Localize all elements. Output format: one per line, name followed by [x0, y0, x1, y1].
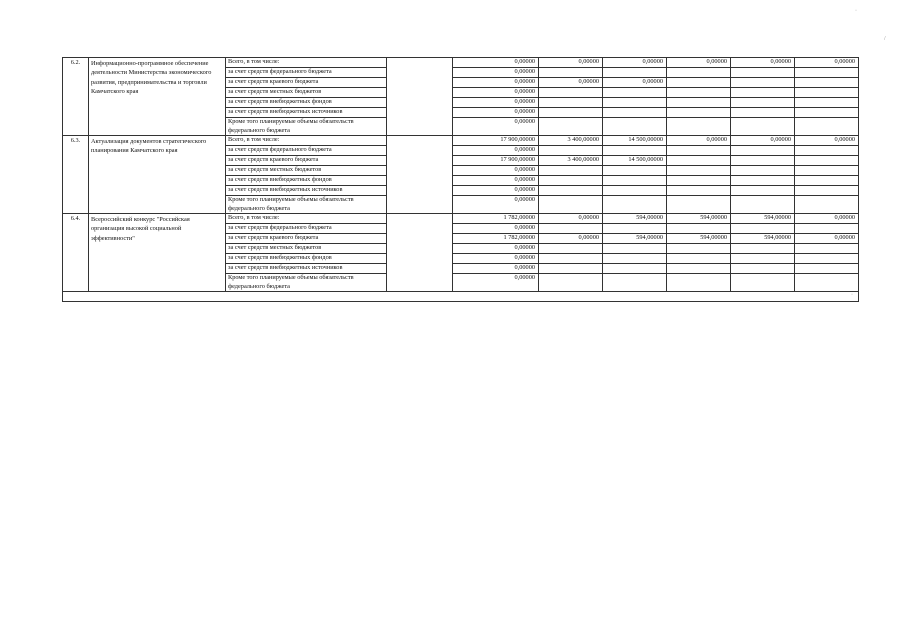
- amount-cell: [539, 176, 603, 186]
- amount-cell: 0,00000: [795, 234, 859, 244]
- funding-source: за счет средств местных бюджетов: [226, 166, 387, 176]
- table-footer-cell: [63, 292, 859, 302]
- amount-cell: [603, 166, 667, 176]
- amount-cell: [603, 274, 667, 292]
- amount-cell: [795, 186, 859, 196]
- amount-cell: 0,00000: [453, 78, 539, 88]
- amount-cell: [667, 264, 731, 274]
- amount-cell: 594,00000: [667, 234, 731, 244]
- amount-cell: [731, 244, 795, 254]
- amount-cell: 0,00000: [539, 78, 603, 88]
- amount-cell: 0,00000: [453, 244, 539, 254]
- amount-cell: [795, 274, 859, 292]
- funding-source: за счет средств внебюджетных источников: [226, 264, 387, 274]
- amount-cell: [539, 146, 603, 156]
- amount-cell: [539, 118, 603, 136]
- amount-cell: [603, 244, 667, 254]
- amount-cell: [731, 176, 795, 186]
- budget-table: [62, 57, 859, 302]
- amount-cell: [667, 78, 731, 88]
- amount-cell: 594,00000: [731, 234, 795, 244]
- amount-cell: 17 900,00000: [453, 136, 539, 146]
- amount-cell: [603, 254, 667, 264]
- amount-cell: 0,00000: [453, 146, 539, 156]
- amount-cell: [795, 176, 859, 186]
- amount-cell: [603, 264, 667, 274]
- funding-source: за счет средств федерального бюджета: [226, 68, 387, 78]
- amount-cell: [731, 274, 795, 292]
- empty-column-cell: [387, 214, 453, 292]
- amount-cell: [539, 196, 603, 214]
- amount-cell: [603, 176, 667, 186]
- amount-cell: [603, 118, 667, 136]
- amount-cell: [795, 118, 859, 136]
- amount-cell: 0,00000: [453, 58, 539, 68]
- amount-cell: 1 782,00000: [453, 234, 539, 244]
- funding-source: Кроме того планируемые объемы обязательств федерального бюджета: [226, 118, 387, 136]
- amount-cell: [795, 224, 859, 234]
- amount-cell: [731, 264, 795, 274]
- amount-cell: 0,00000: [453, 108, 539, 118]
- table-row: [63, 136, 859, 146]
- amount-cell: [603, 224, 667, 234]
- amount-cell: [795, 108, 859, 118]
- amount-cell: 0,00000: [795, 214, 859, 224]
- amount-cell: 0,00000: [453, 88, 539, 98]
- amount-cell: [795, 196, 859, 214]
- amount-cell: [603, 108, 667, 118]
- funding-source: за счет средств федерального бюджета: [226, 224, 387, 234]
- amount-cell: [667, 118, 731, 136]
- amount-cell: 0,00000: [539, 234, 603, 244]
- funding-source: за счет средств местных бюджетов: [226, 244, 387, 254]
- amount-cell: 0,00000: [453, 274, 539, 292]
- amount-cell: 0,00000: [453, 196, 539, 214]
- amount-cell: 0,00000: [453, 118, 539, 136]
- amount-cell: 0,00000: [453, 254, 539, 264]
- amount-cell: 0,00000: [603, 78, 667, 88]
- amount-cell: 594,00000: [731, 214, 795, 224]
- amount-cell: [795, 156, 859, 166]
- scan-mark: ·: [851, 292, 853, 298]
- amount-cell: [667, 196, 731, 214]
- amount-cell: [539, 254, 603, 264]
- amount-cell: [795, 166, 859, 176]
- amount-cell: [731, 118, 795, 136]
- amount-cell: 0,00000: [453, 264, 539, 274]
- amount-cell: [539, 88, 603, 98]
- amount-cell: [731, 186, 795, 196]
- amount-cell: [795, 146, 859, 156]
- funding-source: за счет средств внебюджетных фондов: [226, 254, 387, 264]
- section-number: 6.4.: [63, 214, 89, 292]
- amount-cell: [731, 146, 795, 156]
- amount-cell: [539, 274, 603, 292]
- empty-column-cell: [387, 58, 453, 136]
- table-row: [63, 214, 859, 224]
- amount-cell: 0,00000: [603, 58, 667, 68]
- amount-cell: [667, 156, 731, 166]
- amount-cell: 0,00000: [453, 186, 539, 196]
- amount-cell: [667, 146, 731, 156]
- scan-mark: ·: [855, 8, 857, 14]
- amount-cell: [795, 244, 859, 254]
- amount-cell: 0,00000: [795, 136, 859, 146]
- amount-cell: [667, 224, 731, 234]
- funding-source: за счет средств федерального бюджета: [226, 146, 387, 156]
- amount-cell: 1 782,00000: [453, 214, 539, 224]
- amount-cell: 3 400,00000: [539, 156, 603, 166]
- amount-cell: 0,00000: [453, 68, 539, 78]
- amount-cell: [667, 274, 731, 292]
- amount-cell: [795, 254, 859, 264]
- amount-cell: [603, 196, 667, 214]
- amount-cell: [603, 88, 667, 98]
- amount-cell: 0,00000: [667, 136, 731, 146]
- section-name: Всероссийский конкурс "Российская организация высокой социальной эффективности": [89, 214, 226, 292]
- amount-cell: [667, 88, 731, 98]
- funding-source: Кроме того планируемые объемы обязательств федерального бюджета: [226, 274, 387, 292]
- amount-cell: 0,00000: [453, 224, 539, 234]
- funding-source: за счет средств внебюджетных фондов: [226, 98, 387, 108]
- funding-source: за счет средств внебюджетных источников: [226, 186, 387, 196]
- funding-source: Всего, в том числе:: [226, 214, 387, 224]
- amount-cell: [667, 176, 731, 186]
- amount-cell: [795, 88, 859, 98]
- amount-cell: 0,00000: [731, 136, 795, 146]
- amount-cell: [667, 244, 731, 254]
- funding-source: Всего, в том числе:: [226, 58, 387, 68]
- amount-cell: 0,00000: [667, 58, 731, 68]
- amount-cell: [731, 78, 795, 88]
- amount-cell: 3 400,00000: [539, 136, 603, 146]
- section-name: Актуализация документов стратегического планирования Камчатского края: [89, 136, 226, 214]
- amount-cell: [539, 68, 603, 78]
- amount-cell: [539, 264, 603, 274]
- amount-cell: 17 900,00000: [453, 156, 539, 166]
- section-number: 6.2.: [63, 58, 89, 136]
- amount-cell: 0,00000: [453, 98, 539, 108]
- amount-cell: [603, 68, 667, 78]
- amount-cell: 0,00000: [795, 58, 859, 68]
- amount-cell: [731, 88, 795, 98]
- amount-cell: [667, 166, 731, 176]
- amount-cell: 14 500,00000: [603, 136, 667, 146]
- amount-cell: [731, 224, 795, 234]
- amount-cell: [539, 98, 603, 108]
- amount-cell: [795, 98, 859, 108]
- amount-cell: [731, 108, 795, 118]
- amount-cell: 14 500,00000: [603, 156, 667, 166]
- amount-cell: [795, 264, 859, 274]
- amount-cell: [539, 186, 603, 196]
- amount-cell: [539, 224, 603, 234]
- section-name: Информационно-программное обеспечение деятельности Министерства экономического развития, предпринимательства и торговли Камчатского края: [89, 58, 226, 136]
- empty-column-cell: [387, 136, 453, 214]
- amount-cell: [667, 186, 731, 196]
- table-footer-row: [63, 292, 859, 302]
- amount-cell: [603, 146, 667, 156]
- funding-source: за счет средств внебюджетных фондов: [226, 176, 387, 186]
- amount-cell: 0,00000: [453, 176, 539, 186]
- funding-source: Всего, в том числе:: [226, 136, 387, 146]
- funding-source: за счет средств краевого бюджета: [226, 78, 387, 88]
- amount-cell: [539, 166, 603, 176]
- amount-cell: [795, 78, 859, 88]
- amount-cell: [731, 254, 795, 264]
- funding-source: за счет средств местных бюджетов: [226, 88, 387, 98]
- scan-mark: /: [884, 36, 886, 42]
- amount-cell: 594,00000: [603, 214, 667, 224]
- amount-cell: [539, 108, 603, 118]
- funding-source: за счет средств внебюджетных источников: [226, 108, 387, 118]
- funding-source: за счет средств краевого бюджета: [226, 156, 387, 166]
- amount-cell: [731, 68, 795, 78]
- funding-source: за счет средств краевого бюджета: [226, 234, 387, 244]
- amount-cell: [667, 68, 731, 78]
- amount-cell: [731, 166, 795, 176]
- amount-cell: 0,00000: [731, 58, 795, 68]
- amount-cell: 0,00000: [453, 166, 539, 176]
- amount-cell: [731, 196, 795, 214]
- amount-cell: [731, 156, 795, 166]
- amount-cell: 594,00000: [667, 214, 731, 224]
- amount-cell: [795, 68, 859, 78]
- amount-cell: [731, 98, 795, 108]
- section-number: 6.3.: [63, 136, 89, 214]
- funding-source: Кроме того планируемые объемы обязательств федерального бюджета: [226, 196, 387, 214]
- amount-cell: 0,00000: [539, 58, 603, 68]
- table-row: [63, 58, 859, 68]
- amount-cell: 594,00000: [603, 234, 667, 244]
- amount-cell: [603, 98, 667, 108]
- amount-cell: [667, 254, 731, 264]
- amount-cell: [603, 186, 667, 196]
- amount-cell: [667, 98, 731, 108]
- amount-cell: [539, 244, 603, 254]
- amount-cell: [667, 108, 731, 118]
- amount-cell: 0,00000: [539, 214, 603, 224]
